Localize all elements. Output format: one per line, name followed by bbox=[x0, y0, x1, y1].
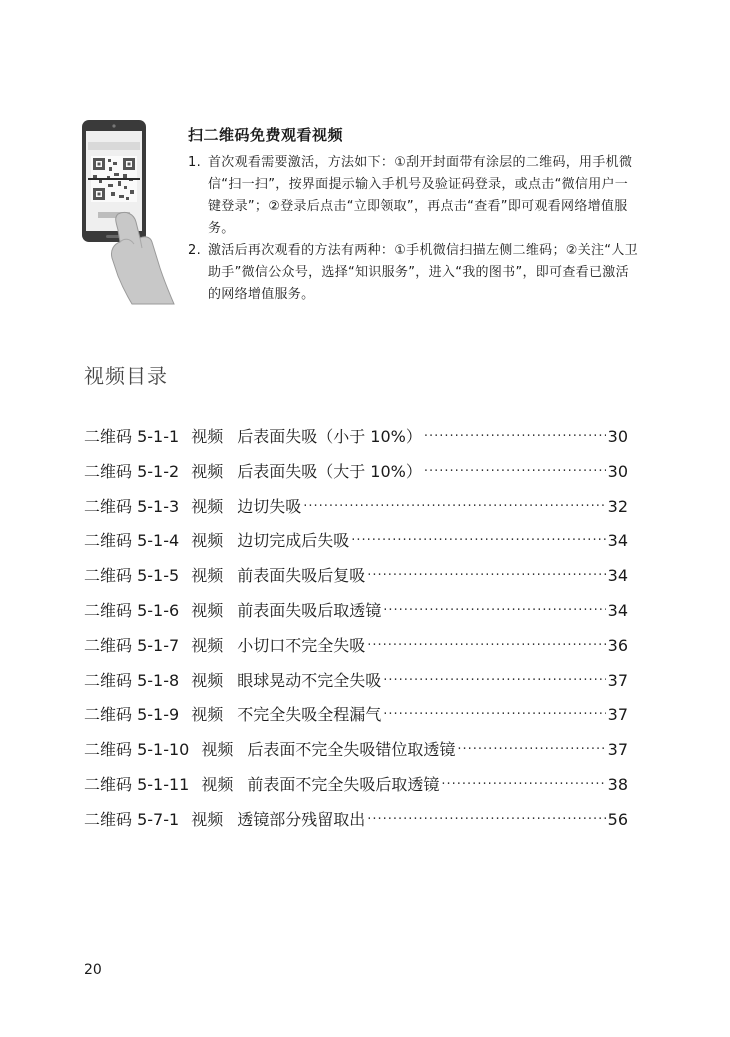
toc-entry[interactable] bbox=[84, 598, 628, 633]
toc-entry[interactable] bbox=[84, 737, 628, 772]
qr-instructions bbox=[188, 124, 638, 306]
instruction-text: 激活后再次观看的方法有两种：①手机微信扫描左侧二维码；②关注“人卫助手”微信公众号，选择“知识服务”，进入“我的图书”，即可查看已激活的网络增值服务。 bbox=[208, 243, 638, 302]
toc-page: 56 bbox=[607, 809, 628, 829]
toc-leader bbox=[351, 533, 605, 548]
toc-title: 边切失吸 bbox=[237, 496, 302, 516]
toc-entry[interactable] bbox=[84, 424, 628, 459]
toc-page: 37 bbox=[607, 670, 628, 690]
toc-leader bbox=[303, 499, 605, 514]
toc-type: 视频 bbox=[191, 705, 224, 725]
toc-entry[interactable] bbox=[84, 668, 628, 703]
toc-page: 30 bbox=[607, 427, 628, 446]
toc-entry[interactable] bbox=[84, 807, 628, 842]
instruction-item bbox=[188, 240, 638, 306]
toc-entry[interactable] bbox=[84, 633, 628, 668]
toc-page: 34 bbox=[607, 566, 628, 586]
toc-type: 视频 bbox=[191, 635, 224, 655]
toc-entry[interactable] bbox=[84, 459, 628, 494]
toc-type: 视频 bbox=[191, 670, 224, 690]
toc-code: 二维码 5-1-3 bbox=[84, 496, 180, 516]
toc-code: 二维码 5-1-1 bbox=[84, 427, 180, 446]
toc-entry[interactable] bbox=[84, 772, 628, 807]
toc-code: 二维码 5-1-7 bbox=[84, 635, 180, 655]
toc-type: 视频 bbox=[191, 809, 224, 829]
toc-entry[interactable] bbox=[84, 494, 628, 529]
toc-code: 二维码 5-7-1 bbox=[84, 809, 180, 829]
toc-code: 二维码 5-1-10 bbox=[84, 740, 190, 760]
toc-leader bbox=[457, 742, 605, 757]
toc-page: 34 bbox=[607, 531, 628, 551]
toc-page: 32 bbox=[607, 496, 628, 516]
phone-qr-scan-icon bbox=[78, 118, 178, 306]
toc-type: 视频 bbox=[201, 774, 234, 794]
toc-leader bbox=[367, 568, 605, 583]
toc-leader bbox=[367, 638, 605, 653]
toc-title: 后表面失吸（大于 10%） bbox=[237, 461, 422, 481]
toc-page: 30 bbox=[607, 461, 628, 481]
instructions-list bbox=[188, 152, 638, 306]
toc-code: 二维码 5-1-11 bbox=[84, 774, 190, 794]
instruction-item bbox=[188, 152, 638, 240]
toc-code: 二维码 5-1-9 bbox=[84, 705, 180, 725]
toc-leader bbox=[441, 777, 605, 792]
instruction-number: 1. bbox=[188, 155, 202, 170]
section-title: 视频目录 bbox=[84, 364, 168, 388]
toc-code: 二维码 5-1-8 bbox=[84, 670, 180, 690]
toc-type: 视频 bbox=[191, 566, 224, 586]
toc-title: 眼球晃动不完全失吸 bbox=[237, 670, 382, 690]
video-toc bbox=[84, 424, 628, 842]
page-number: 20 bbox=[84, 962, 102, 978]
instruction-number: 2. bbox=[188, 243, 202, 258]
toc-page: 34 bbox=[607, 600, 628, 620]
toc-type: 视频 bbox=[191, 427, 224, 446]
toc-leader bbox=[424, 464, 606, 479]
toc-type: 视频 bbox=[191, 531, 224, 551]
instruction-text: 首次观看需要激活，方法如下：①刮开封面带有涂层的二维码，用手机微信“扫一扫”，按界面提示输入手机号及验证码登录，或点击“微信用户一键登录”；②登录后点击“立即领取”，再点击“查看”即可观看网络增值服务。 bbox=[208, 155, 633, 236]
instructions-title: 扫二维码免费观看视频 bbox=[188, 126, 344, 144]
toc-entry[interactable] bbox=[84, 528, 628, 563]
toc-type: 视频 bbox=[191, 600, 224, 620]
toc-entry[interactable] bbox=[84, 702, 628, 737]
toc-title: 前表面失吸后取透镜 bbox=[237, 600, 382, 620]
toc-page: 38 bbox=[607, 774, 628, 794]
toc-page: 37 bbox=[607, 705, 628, 725]
toc-code: 二维码 5-1-2 bbox=[84, 461, 180, 481]
toc-title: 边切完成后失吸 bbox=[237, 531, 350, 551]
toc-code: 二维码 5-1-6 bbox=[84, 600, 180, 620]
toc-page: 36 bbox=[607, 635, 628, 655]
toc-type: 视频 bbox=[201, 740, 234, 760]
toc-title: 后表面失吸（小于 10%） bbox=[237, 427, 422, 446]
toc-title: 前表面不完全失吸后取透镜 bbox=[247, 774, 440, 794]
toc-type: 视频 bbox=[191, 461, 224, 481]
toc-title: 小切口不完全失吸 bbox=[237, 635, 366, 655]
toc-leader bbox=[383, 673, 605, 688]
toc-code: 二维码 5-1-4 bbox=[84, 531, 180, 551]
toc-title: 透镜部分残留取出 bbox=[237, 809, 366, 829]
toc-leader bbox=[424, 429, 606, 444]
toc-title: 后表面不完全失吸错位取透镜 bbox=[247, 740, 456, 760]
toc-title: 不完全失吸全程漏气 bbox=[237, 705, 382, 725]
toc-entry[interactable] bbox=[84, 563, 628, 598]
toc-title: 前表面失吸后复吸 bbox=[237, 566, 366, 586]
toc-leader bbox=[383, 603, 605, 618]
toc-page: 37 bbox=[607, 740, 628, 760]
toc-code: 二维码 5-1-5 bbox=[84, 566, 180, 586]
toc-type: 视频 bbox=[191, 496, 224, 516]
toc-leader bbox=[383, 707, 605, 722]
toc-leader bbox=[367, 812, 605, 827]
